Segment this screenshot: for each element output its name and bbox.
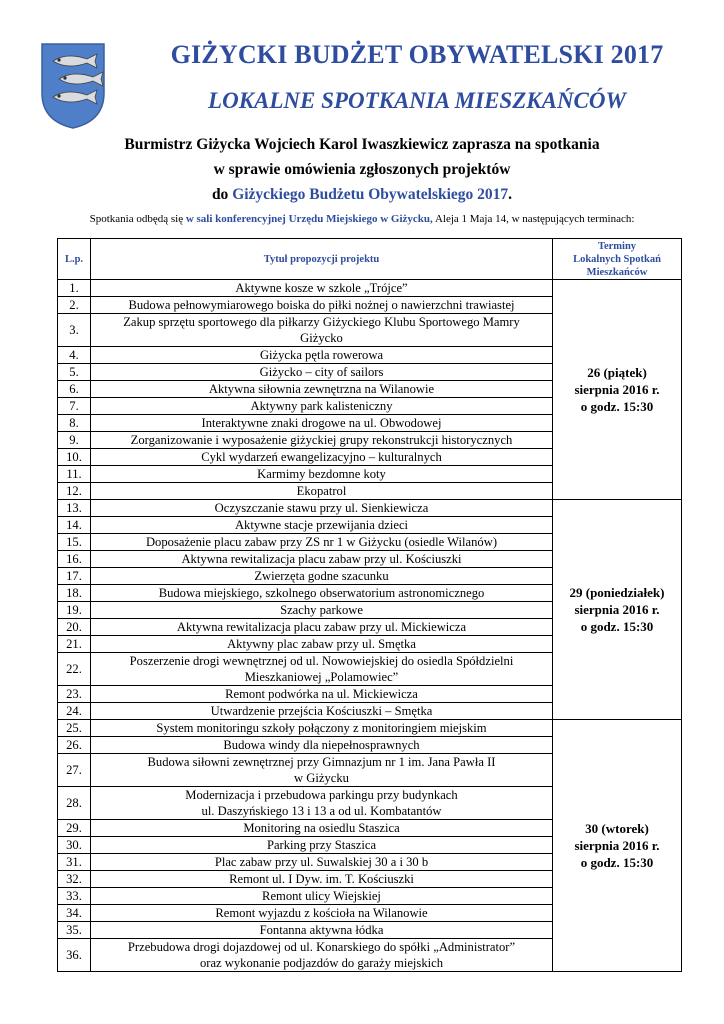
- project-title-line: Plac zabaw przy ul. Suwalskiej 30 a i 30 b: [214, 855, 429, 869]
- project-title: [91, 449, 553, 466]
- project-title-line: Aktywne stacje przewijania dzieci: [234, 518, 409, 532]
- budget-name: Giżyckiego Budżetu Obywatelskiego 2017: [232, 186, 509, 203]
- project-title: [91, 297, 553, 314]
- project-number: 8.: [58, 415, 91, 432]
- project-title-line: Remont podwórka na ul. Mickiewicza: [225, 687, 418, 701]
- project-number: 15.: [58, 534, 91, 551]
- project-title: [91, 534, 553, 551]
- project-number: 12.: [58, 483, 91, 500]
- project-title-line: Budowa miejskiego, szkolnego obserwatorium astronomicznego: [158, 586, 485, 600]
- meeting-term-line: o godz. 15:30: [580, 399, 654, 414]
- project-title-line: Cykl wydarzeń ewangelizacyjno – kulturalnych: [201, 450, 442, 464]
- project-number: 31.: [58, 854, 91, 871]
- project-title: [91, 871, 553, 888]
- project-number: 26.: [58, 737, 91, 754]
- project-title-line: Remont ul. I Dyw. im. T. Kościuszki: [229, 872, 414, 886]
- meeting-term: [553, 280, 682, 500]
- project-title-line: Utwardzenie przejścia Kościuszki – Smętka: [210, 704, 433, 718]
- meeting-term-line: o godz. 15:30: [580, 855, 654, 870]
- project-number: 23.: [58, 686, 91, 703]
- project-title: [91, 922, 553, 939]
- project-title: [91, 787, 553, 820]
- project-title-line: Szachy parkowe: [280, 603, 363, 617]
- meeting-location-note: [0, 213, 724, 225]
- project-title: [91, 619, 553, 636]
- project-title-line: Budowa siłowni zewnętrznej przy Gimnazjum nr 1 im. Jana Pawła II: [147, 755, 496, 769]
- project-title-line: Giżycko – city of sailors: [259, 365, 384, 379]
- project-title: [91, 314, 553, 347]
- project-title: [91, 568, 553, 585]
- project-title-line: Aktywna siłownia zewnętrzna na Wilanowie: [208, 382, 435, 396]
- project-title-line: Zorganizowanie i wyposażenie giżyckiej grupy rekonstrukcji historycznych: [130, 433, 513, 447]
- project-number: 25.: [58, 720, 91, 737]
- project-title-line: Aktywny park kalisteniczny: [250, 399, 393, 413]
- project-title-line: Modernizacja i przebudowa parkingu przy budynkach: [185, 788, 458, 802]
- project-title: [91, 720, 553, 737]
- project-title-line: Remont ulicy Wiejskiej: [262, 889, 381, 903]
- invitation-line-3: [0, 186, 724, 204]
- meeting-term-line: 29 (poniedziałek): [569, 585, 665, 600]
- project-title-line: System monitoringu szkoły połączony z monitoringiem miejskim: [156, 721, 487, 735]
- project-number: 27.: [58, 754, 91, 787]
- project-number: 17.: [58, 568, 91, 585]
- project-title-line: Budowa windy dla niepełnosprawnych: [223, 738, 420, 752]
- table-body: [58, 280, 682, 972]
- project-title-line: Doposażenie placu zabaw przy ZS nr 1 w Giżycku (osiedle Wilanów): [145, 535, 498, 549]
- project-number: 36.: [58, 939, 91, 972]
- projects-table: [57, 238, 682, 972]
- fish-crest-icon: [41, 43, 105, 129]
- project-title: [91, 754, 553, 787]
- project-title: [91, 837, 553, 854]
- project-title-line: Aktywne kosze w szkole „Trójce”: [235, 281, 408, 295]
- header-terms-line: Lokalnych Spotkań: [573, 253, 661, 265]
- project-number: 21.: [58, 636, 91, 653]
- project-title-line: ul. Daszyńskiego 13 i 13 a od ul. Kombatantów: [201, 804, 442, 818]
- project-number: 1.: [58, 280, 91, 297]
- note-prefix: Spotkania odbędą się: [89, 213, 186, 225]
- project-title: [91, 602, 553, 619]
- project-title-line: Przebudowa drogi dojazdowej od ul. Konarskiego do spółki „Administrator”: [127, 940, 516, 954]
- project-number: 34.: [58, 905, 91, 922]
- table-row: [58, 720, 682, 737]
- meeting-term-line: sierpnia 2016 r.: [574, 602, 660, 617]
- invitation-suffix: .: [508, 186, 513, 203]
- project-number: 5.: [58, 364, 91, 381]
- project-title: [91, 483, 553, 500]
- project-title-line: Zwierzęta godne szacunku: [254, 569, 389, 583]
- project-number: 28.: [58, 787, 91, 820]
- project-number: 33.: [58, 888, 91, 905]
- project-title: [91, 517, 553, 534]
- project-title-line: Monitoring na osiedlu Staszica: [243, 821, 400, 835]
- project-number: 30.: [58, 837, 91, 854]
- project-number: 18.: [58, 585, 91, 602]
- project-title: [91, 381, 553, 398]
- project-title-line: Poszerzenie drogi wewnętrznej od ul. Nowowiejskiej do osiedla Spółdzielni: [129, 654, 514, 668]
- project-number: 9.: [58, 432, 91, 449]
- project-number: 22.: [58, 653, 91, 686]
- table-header-row: [58, 239, 682, 280]
- project-number: 32.: [58, 871, 91, 888]
- project-title: [91, 364, 553, 381]
- project-title: [91, 585, 553, 602]
- project-title: [91, 500, 553, 517]
- project-title-line: Giżycka pętla rowerowa: [259, 348, 384, 362]
- page-title: GIŻYCKI BUDŻET OBYWATELSKI 2017: [170, 40, 664, 69]
- note-suffix: Aleja 1 Maja 14, w następujących terminach:: [432, 213, 635, 225]
- project-title: [91, 854, 553, 871]
- invitation-line-1: Burmistrz Giżycka Wojciech Karol Iwaszkiewicz zaprasza na spotkania: [124, 136, 600, 153]
- header-title: Tytuł propozycji projektu: [91, 239, 553, 280]
- project-title: [91, 466, 553, 483]
- project-title: [91, 939, 553, 972]
- project-title: [91, 636, 553, 653]
- project-title: [91, 280, 553, 297]
- project-title: [91, 905, 553, 922]
- project-title: [91, 551, 553, 568]
- project-title-line: Zakup sprzętu sportowego dla piłkarzy Giżyckiego Klubu Sportowego Mamry: [123, 315, 520, 329]
- project-title-line: Remont wyjazdu z kościoła na Wilanowie: [215, 906, 428, 920]
- project-title: [91, 820, 553, 837]
- project-number: 10.: [58, 449, 91, 466]
- meeting-term: [553, 720, 682, 972]
- project-number: 19.: [58, 602, 91, 619]
- project-title-line: Parking przy Staszica: [266, 838, 377, 852]
- project-title: [91, 653, 553, 686]
- project-number: 20.: [58, 619, 91, 636]
- project-title-line: Karmimy bezdomne koty: [257, 467, 386, 481]
- project-title: [91, 398, 553, 415]
- project-title-line: Giżycko: [300, 331, 343, 345]
- project-number: 6.: [58, 381, 91, 398]
- project-title: [91, 703, 553, 720]
- project-title-line: oraz wykonanie podjazdów do garaży miejskich: [199, 956, 444, 970]
- project-title-line: Fontanna aktywna łódka: [259, 923, 384, 937]
- project-title-line: Aktywna rewitalizacja placu zabaw przy ul. Mickiewicza: [176, 620, 467, 634]
- project-number: 14.: [58, 517, 91, 534]
- project-number: 35.: [58, 922, 91, 939]
- project-number: 11.: [58, 466, 91, 483]
- project-title-line: Oczyszczanie stawu przy ul. Sienkiewicza: [214, 501, 429, 515]
- project-number: 16.: [58, 551, 91, 568]
- meeting-term-line: sierpnia 2016 r.: [574, 838, 660, 853]
- project-number: 7.: [58, 398, 91, 415]
- project-number: 4.: [58, 347, 91, 364]
- project-title-line: Interaktywne znaki drogowe na ul. Obwodowej: [201, 416, 442, 430]
- header-terms-line: Mieszkańców: [586, 266, 648, 278]
- project-title: [91, 686, 553, 703]
- project-title: [91, 737, 553, 754]
- meeting-term: [553, 500, 682, 720]
- project-title: [91, 415, 553, 432]
- project-title-line: w Giżycku: [294, 771, 349, 785]
- header-terms: [553, 239, 682, 280]
- project-title: [91, 888, 553, 905]
- note-location: w sali konferencyjnej Urzędu Miejskiego w Giżycku,: [185, 213, 433, 225]
- project-number: 13.: [58, 500, 91, 517]
- project-title-line: Mieszkaniowej „Polamowiec”: [244, 670, 399, 684]
- table-row: [58, 280, 682, 297]
- header-terms-line: Terminy: [597, 240, 637, 252]
- meeting-term-line: 30 (wtorek): [585, 821, 649, 836]
- invitation-line-2: w sprawie omówienia zgłoszonych projektów: [213, 161, 511, 178]
- meeting-term-line: 26 (piątek): [587, 365, 647, 380]
- invitation-prefix: do: [211, 186, 233, 203]
- meeting-term-line: sierpnia 2016 r.: [574, 382, 660, 397]
- page-subtitle: LOKALNE SPOTKANIA MIESZKAŃCÓW: [208, 88, 626, 113]
- project-title-line: Aktywna rewitalizacja placu zabaw przy ul. Kościuszki: [181, 552, 462, 566]
- meeting-term-line: o godz. 15:30: [580, 619, 654, 634]
- project-number: 2.: [58, 297, 91, 314]
- table-row: [58, 500, 682, 517]
- project-title-line: Ekopatrol: [296, 484, 347, 498]
- project-title-line: Aktywny plac zabaw przy ul. Smętka: [227, 637, 416, 651]
- project-title: [91, 432, 553, 449]
- project-number: 29.: [58, 820, 91, 837]
- project-number: 3.: [58, 314, 91, 347]
- header-lp: L.p.: [58, 239, 91, 280]
- project-title-line: Budowa pełnowymiarowego boiska do piłki nożnej o nawierzchni trawiastej: [128, 298, 515, 312]
- project-number: 24.: [58, 703, 91, 720]
- project-title: [91, 347, 553, 364]
